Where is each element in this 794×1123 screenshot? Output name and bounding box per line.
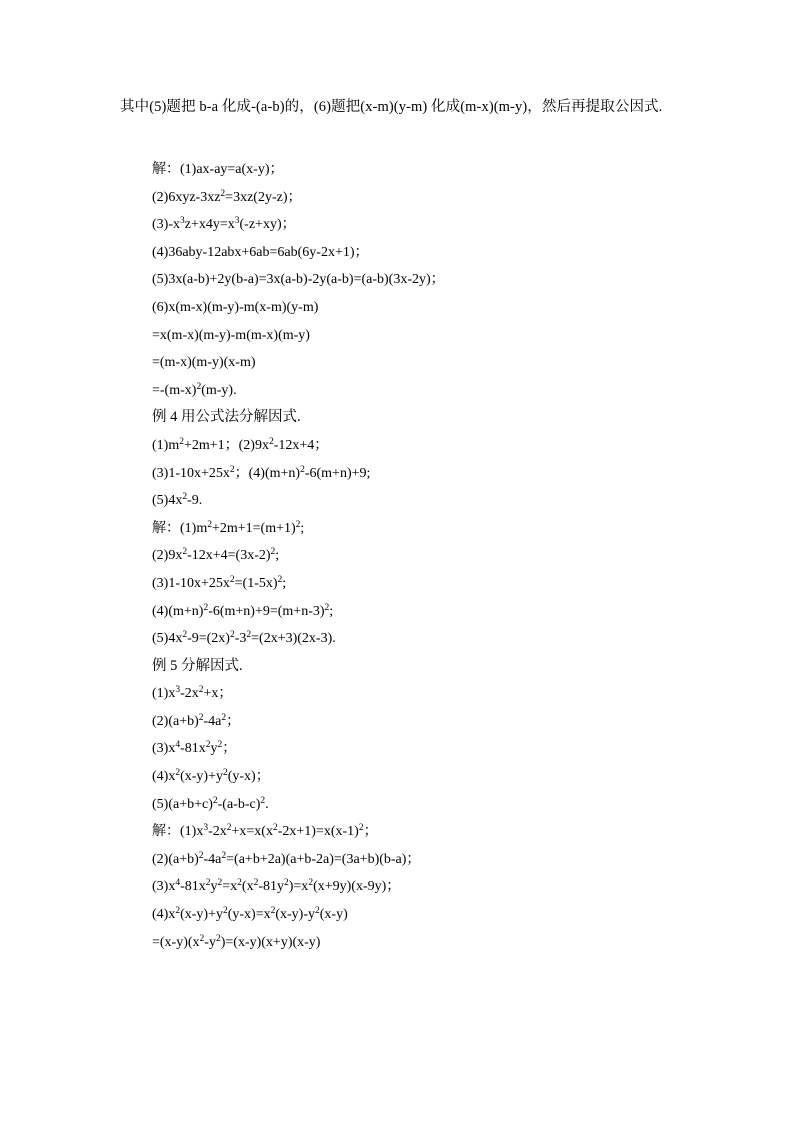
intro-paragraph: 其中(5)题把 b-a 化成-(a-b)的，(6)题把(x-m)(y-m) 化成(m-x)(m-y)，然后再提取公因式. <box>120 99 663 115</box>
example-heading: 例 4 用公式法分解因式. <box>152 409 301 426</box>
math-line: $(3)x^4-81x^2y^2=x^2(x^2-81y^2)=x^2(x+9y)(x-9y)$； <box>152 878 401 895</box>
math-line: $(2)9x^2-12x+4=(3x-2)^2$; <box>152 547 280 564</box>
example-heading: 例 5 分解因式. <box>152 657 243 674</box>
math-line: $=-(m-x)^2(m-y)$. <box>152 381 237 398</box>
math-line: $(3)1-10x+25x^2$；$(4)(m+n)^2-6(m+n)+9$; <box>152 464 371 481</box>
math-line: =(m-x)(m-y)(x-m) <box>152 355 256 371</box>
math-line: $(2)(a+b)^2-4a^2=(a+b+2a)(a+b-2a)=(3a+b)(b-a)$； <box>152 850 421 867</box>
math-line: (6)x(m-x)(m-y)-m(x-m)(y-m) <box>152 299 319 315</box>
math-line: $(2)(a+b)^2-4a^2$； <box>152 712 241 729</box>
math-line: $(1)m^2+2m+1$；$(2)9x^2-12x+4$； <box>152 436 329 453</box>
math-line: (5)3x(a-b)+2y(b-a)=3x(a-b)-2y(a-b)=(a-b)(3x-2y)； <box>152 272 445 288</box>
math-line: $(3)x^4-81x^2y^2$； <box>152 740 237 757</box>
math-line: $(1)x^3-2x^2+x$； <box>152 685 233 702</box>
math-line: $(2)6xyz-3xz^2=3xz(2y-z)$； <box>152 188 302 205</box>
math-line: $(4)x^2(x-y)+y^2(y-x)=x^2(x-y)-y^2(x-y)$ <box>152 906 348 923</box>
math-line: $(5)(a+b+c)^2-(a-b-c)^2$. <box>152 795 269 812</box>
math-line: =x(m-x)(m-y)-m(m-x)(m-y) <box>152 327 310 343</box>
math-line: $(3)-x^3z+x4y=x^3(-z+xy)$； <box>152 216 296 233</box>
math-line: 解：$(1)x^3-2x^2+x=x(x^2-2x+1)=x(x-1)^2$； <box>152 823 378 840</box>
math-line: (4)36aby-12abx+6ab=6ab(6y-2x+1)； <box>152 244 369 260</box>
math-line: $=(x-y)(x^2-y^2)=(x-y)(x+y)(x-y)$ <box>152 933 321 950</box>
solution-lines <box>152 156 712 956</box>
math-line: $(4)x^2(x-y)+y^2(y-x)$； <box>152 768 270 785</box>
math-line: 解：(1)ax-ay=a(x-y)； <box>152 162 284 177</box>
math-line: $(5)4x^2-9$. <box>152 492 203 509</box>
math-line: $(3)1-10x+25x^2=(1-5x)^2$; <box>152 574 287 591</box>
math-line: $(4)(m+n)^2-6(m+n)+9=(m+n-3)^2$; <box>152 602 334 619</box>
math-line: 解：$(1)m^2+2m+1=(m+1)^2$; <box>152 519 305 536</box>
math-line: $(5)4x^2-9=(2x)^2-3^2=(2x+3)(2x-3)$. <box>152 630 336 647</box>
